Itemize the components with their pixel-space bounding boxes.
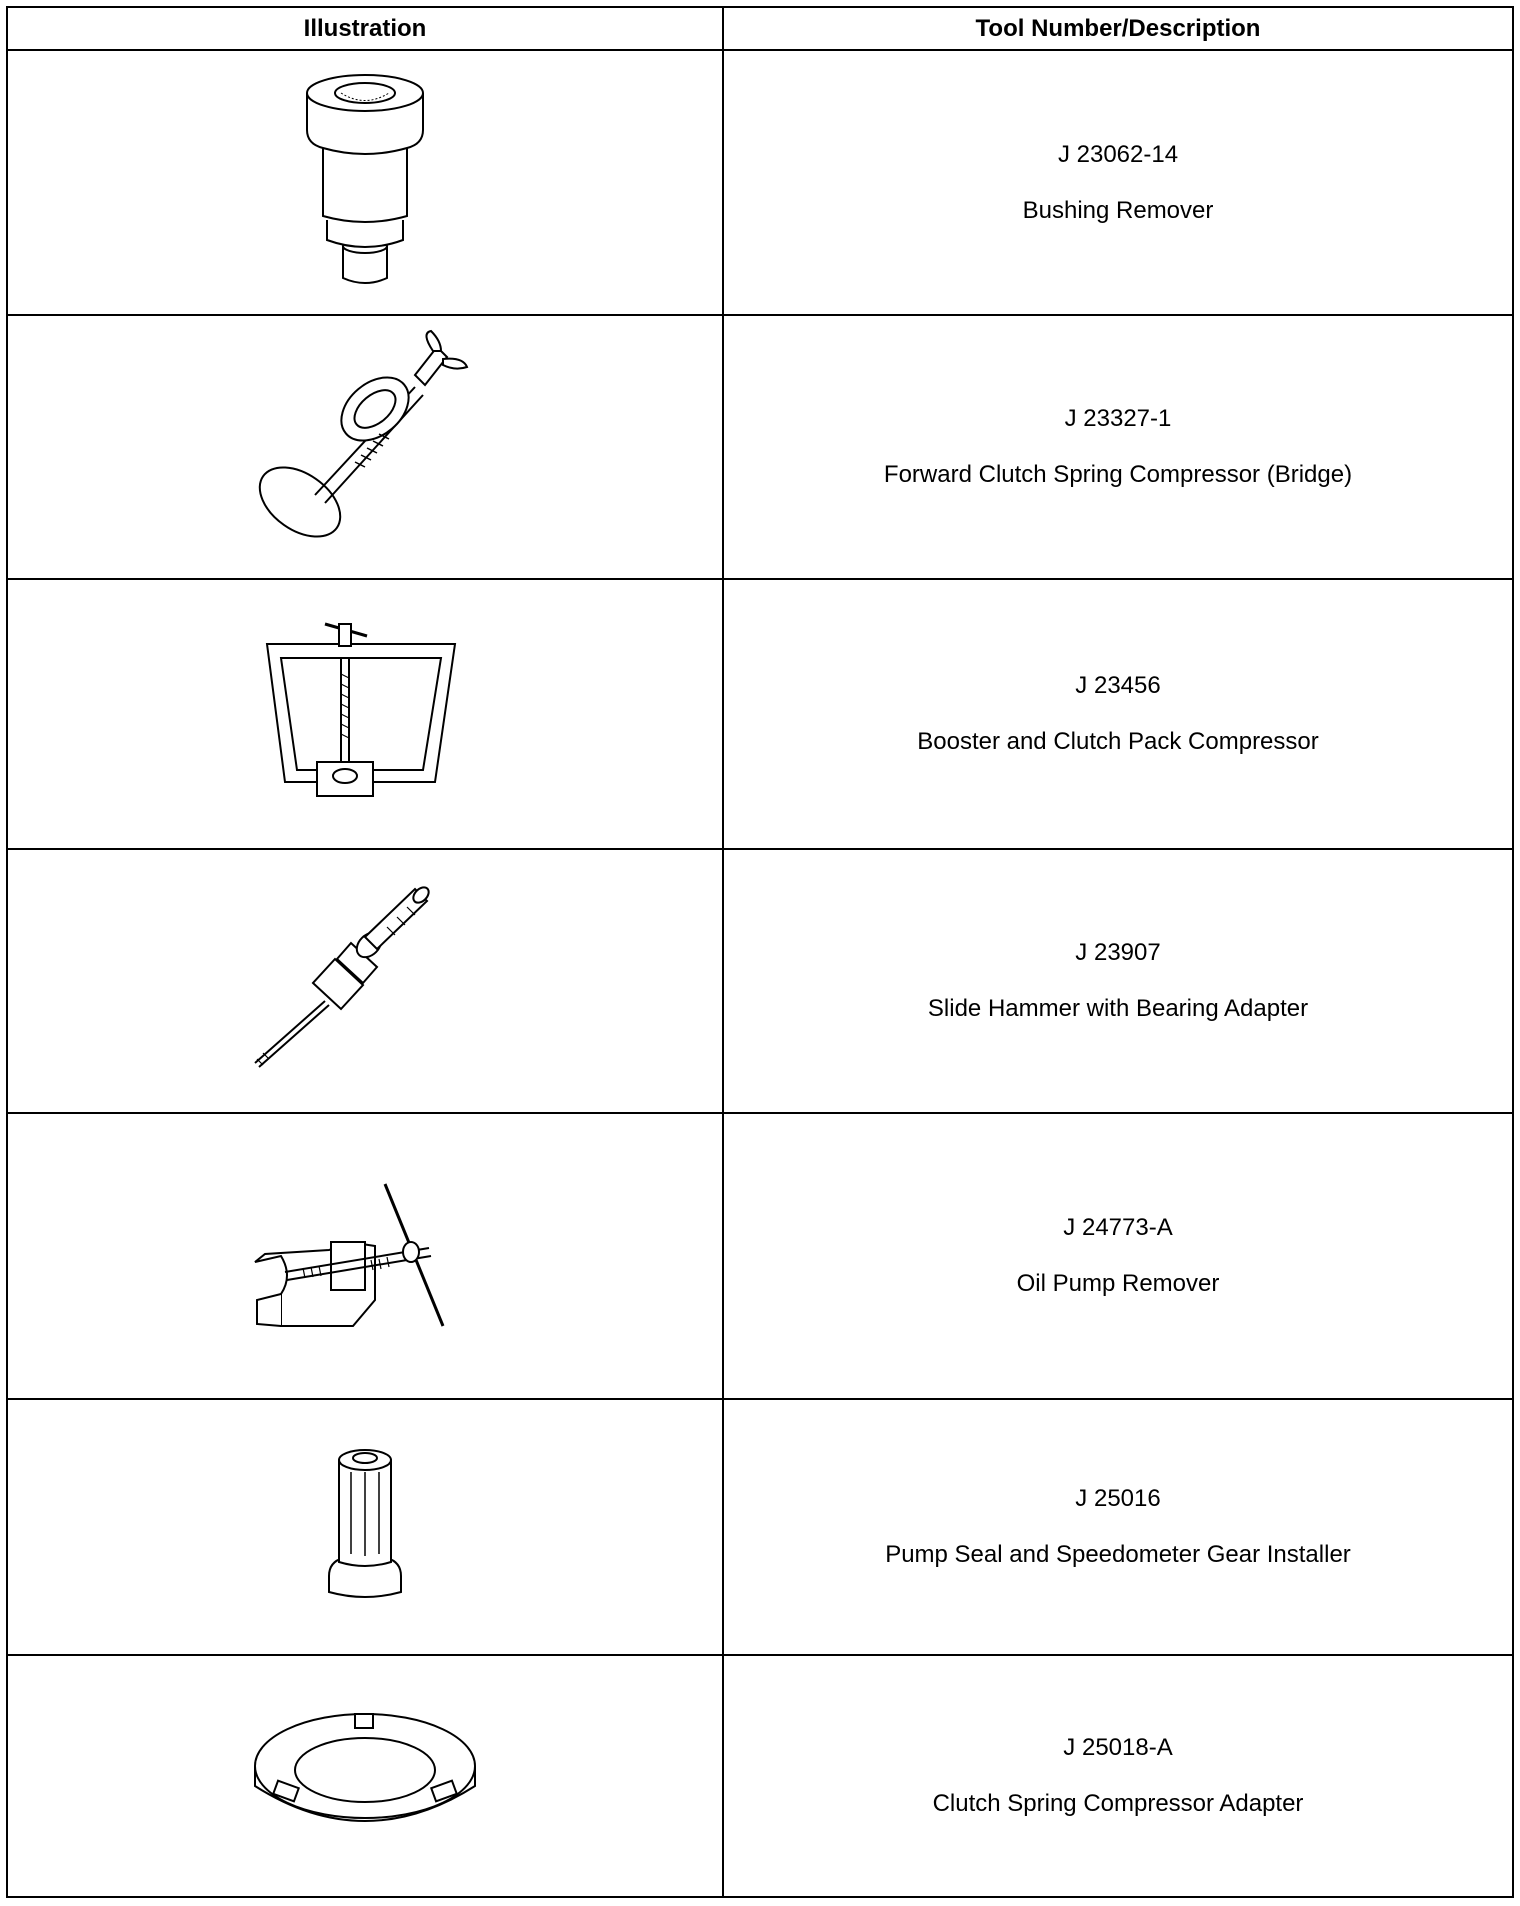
tool-number: J 23456 <box>1075 672 1161 699</box>
tool-number: J 23062-14 <box>1057 140 1179 168</box>
clutch-pack-compressor-icon <box>255 614 475 814</box>
oil-pump-remover-icon <box>245 1176 485 1336</box>
table-row <box>8 51 1512 316</box>
table-row <box>8 850 1512 1114</box>
tool-name: Bushing Remover <box>1022 196 1214 224</box>
table-row <box>8 1400 1512 1656</box>
compressor-adapter-icon <box>235 1706 495 1846</box>
slide-hammer-icon <box>245 881 485 1081</box>
tool-number: J 25018-A <box>1063 1734 1173 1761</box>
gear-installer-icon <box>305 1442 425 1612</box>
table-row <box>8 1114 1512 1400</box>
table-row <box>8 580 1512 850</box>
tool-name: Oil Pump Remover <box>1016 1270 1220 1297</box>
special-tools-table <box>6 6 1514 1898</box>
tool-name: Clutch Spring Compressor Adapter <box>932 1790 1304 1817</box>
table-header <box>8 8 1512 51</box>
bushing-remover-icon <box>285 68 445 298</box>
spring-compressor-bridge-icon <box>245 327 485 567</box>
table-row <box>8 1656 1512 1896</box>
tool-name: Pump Seal and Speedometer Gear Installer <box>885 1541 1351 1568</box>
header-illustration: Illustration <box>8 8 724 49</box>
tool-number: J 23907 <box>1075 939 1161 966</box>
header-description: Tool Number/Description <box>975 14 1261 42</box>
tool-number: J 25016 <box>1075 1485 1161 1512</box>
tool-number: J 24773-A <box>1063 1214 1173 1241</box>
table-row <box>8 316 1512 580</box>
tool-name: Slide Hammer with Bearing Adapter <box>927 995 1309 1022</box>
tool-name: Booster and Clutch Pack Compressor <box>917 728 1319 755</box>
tool-name: Forward Clutch Spring Compressor (Bridge) <box>883 461 1353 488</box>
tool-number: J 23327-1 <box>1064 405 1172 432</box>
